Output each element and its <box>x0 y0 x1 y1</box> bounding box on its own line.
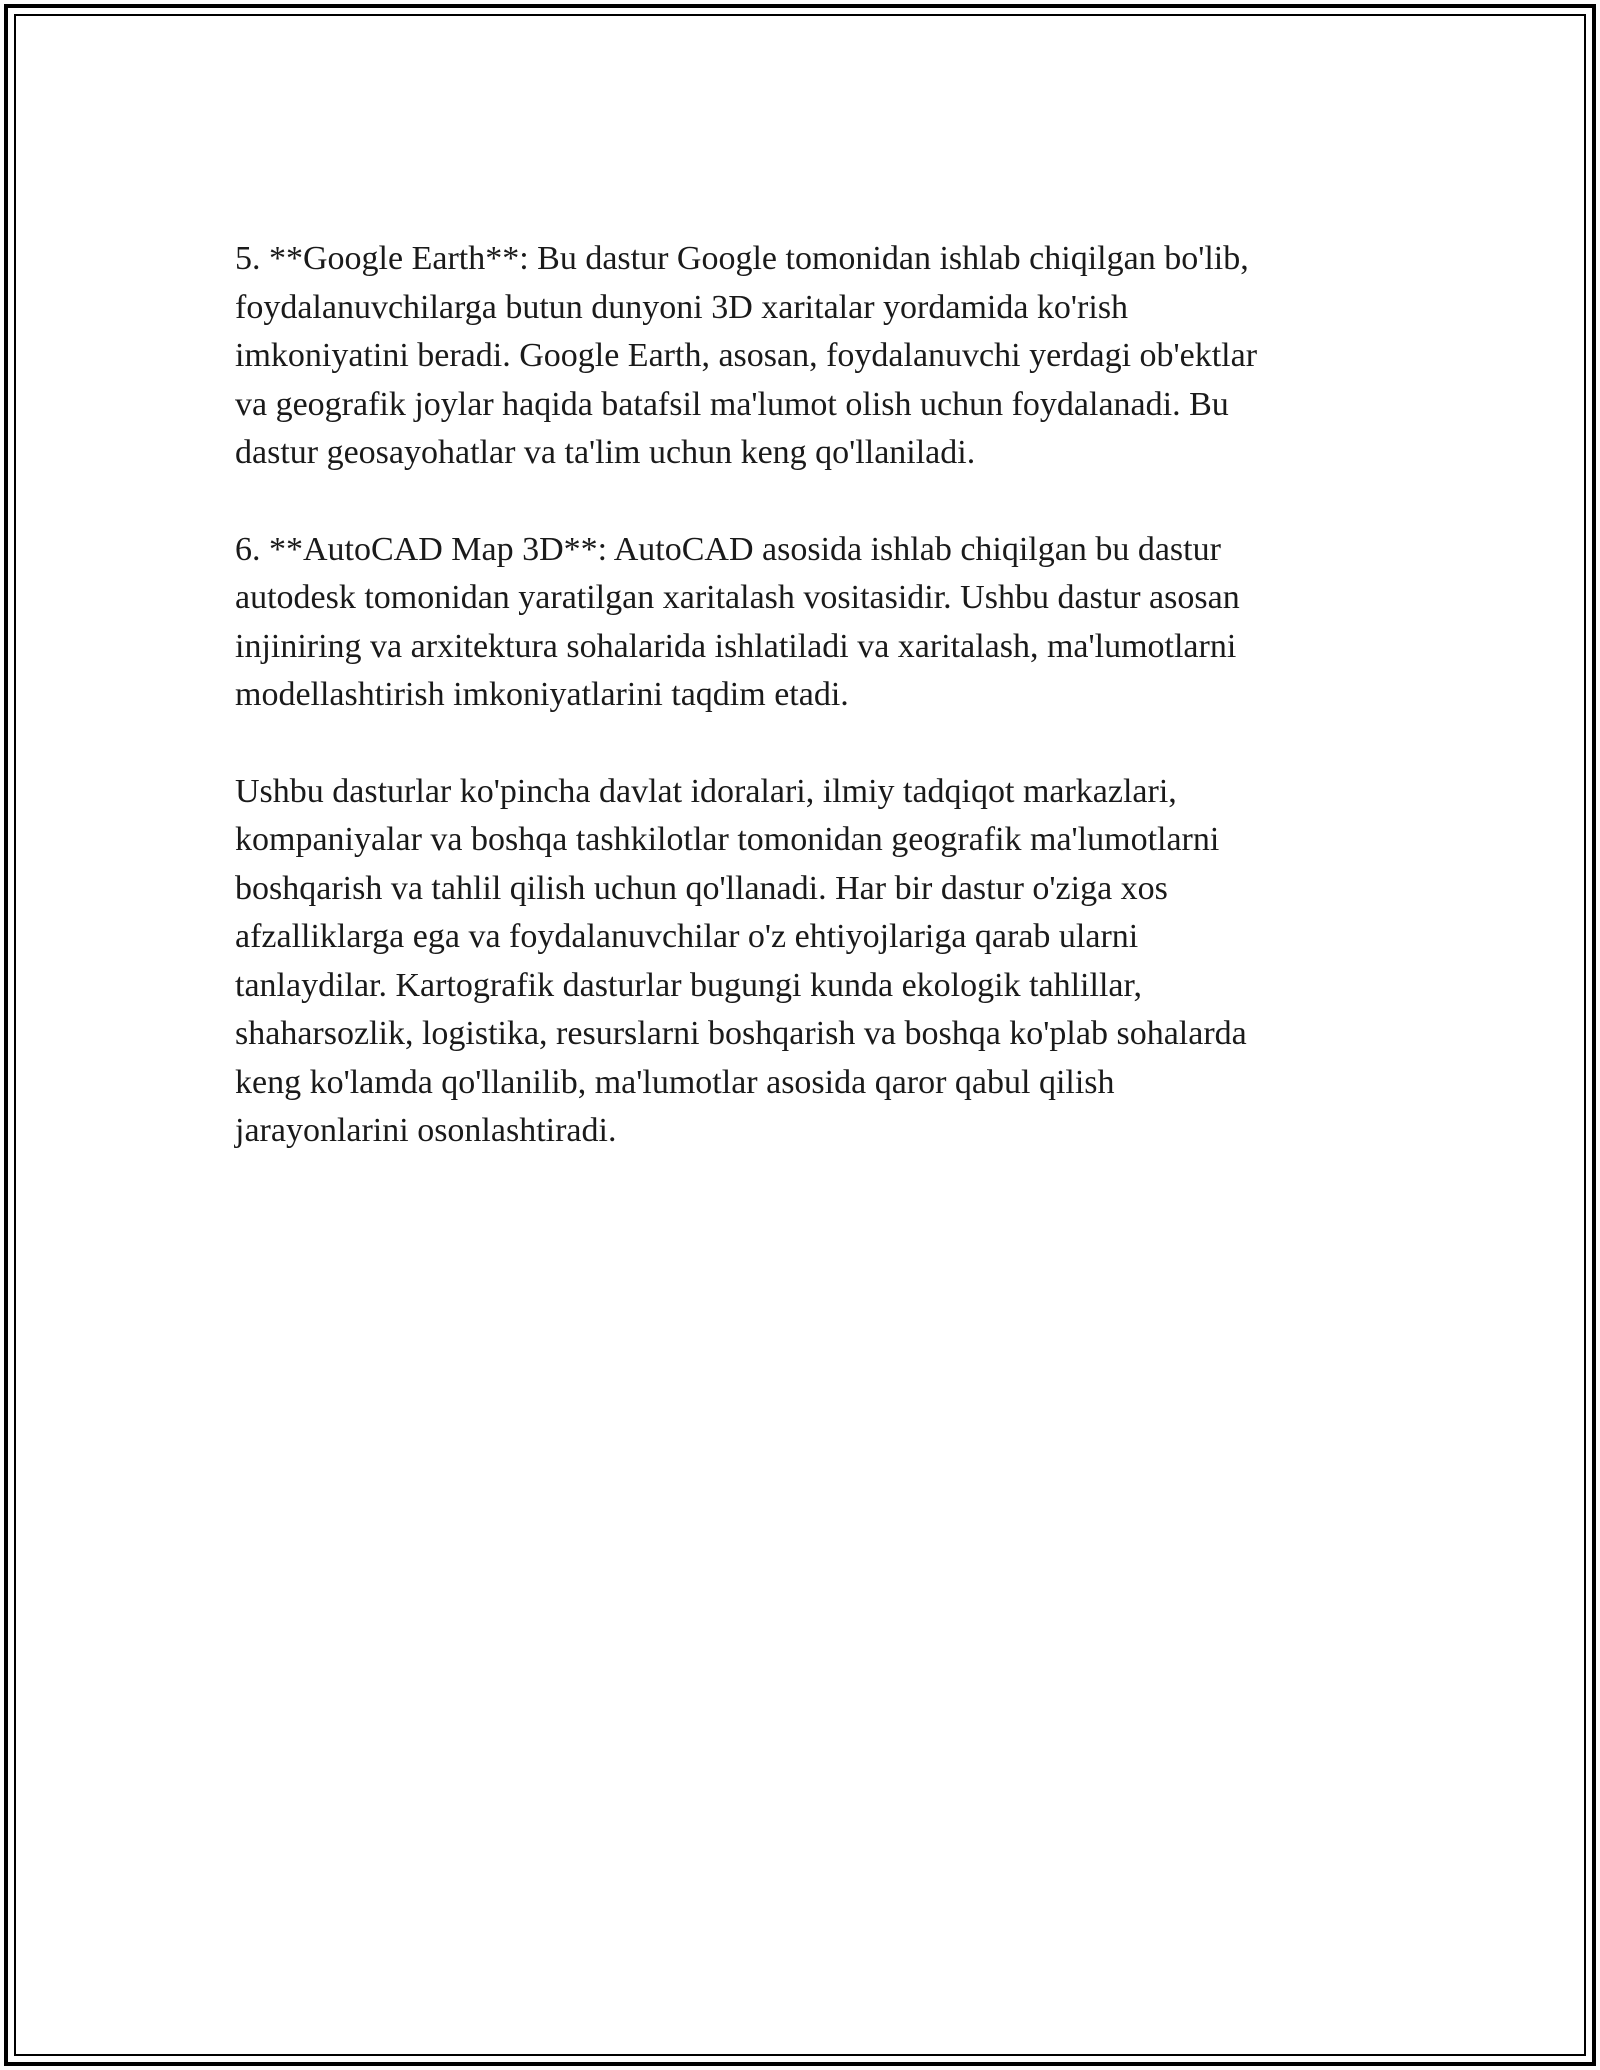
paragraph-google-earth: 5. **Google Earth**: Bu dastur Google tomonidan ishlab chiqilgan bo'lib, foydalanuvchilarga butun dunyoni 3D xaritalar yordamida ko'rish imkoniyatini beradi. Google Earth, asosan, foydalanuvchi yerdagi ob'ektlar va geografik joylar haqida batafsil ma'lumot olish uchun foydalanadi. Bu dastur geosayohatlar va ta'lim uchun keng qo'llaniladi. <box>235 240 1258 471</box>
document-body <box>235 235 1375 1204</box>
paragraph-summary: Ushbu dasturlar ko'pincha davlat idoralari, ilmiy tadqiqot markazlari, kompaniyalar va boshqa tashkilotlar tomonidan geografik ma'lumotlarni boshqarish va tahlil qilish uchun qo'llanadi. Har bir dastur o'ziga xos afzalliklarga ega va foydalanuvchilar o'z ehtiyojlariga qarab ularni tanlaydilar. Kartografik dasturlar bugungi kunda ekologik tahlillar, shaharsozlik, logistika, resurslarni boshqarish va boshqa ko'plab sohalarda keng ko'lamda qo'llanilib, ma'lumotlar asosida qaror qabul qilish jarayonlarini osonlashtiradi. <box>235 772 1247 1149</box>
paragraph-autocad-map-3d: 6. **AutoCAD Map 3D**: AutoCAD asosida ishlab chiqilgan bu dastur autodesk tomonidan yaratilgan xaritalash vositasidir. Ushbu dastur asosan injiniring va arxitektura sohalarida ishlatiladi va xaritalash, ma'lumotlarni modellashtirish imkoniyatlarini taqdim etadi. <box>235 530 1240 713</box>
